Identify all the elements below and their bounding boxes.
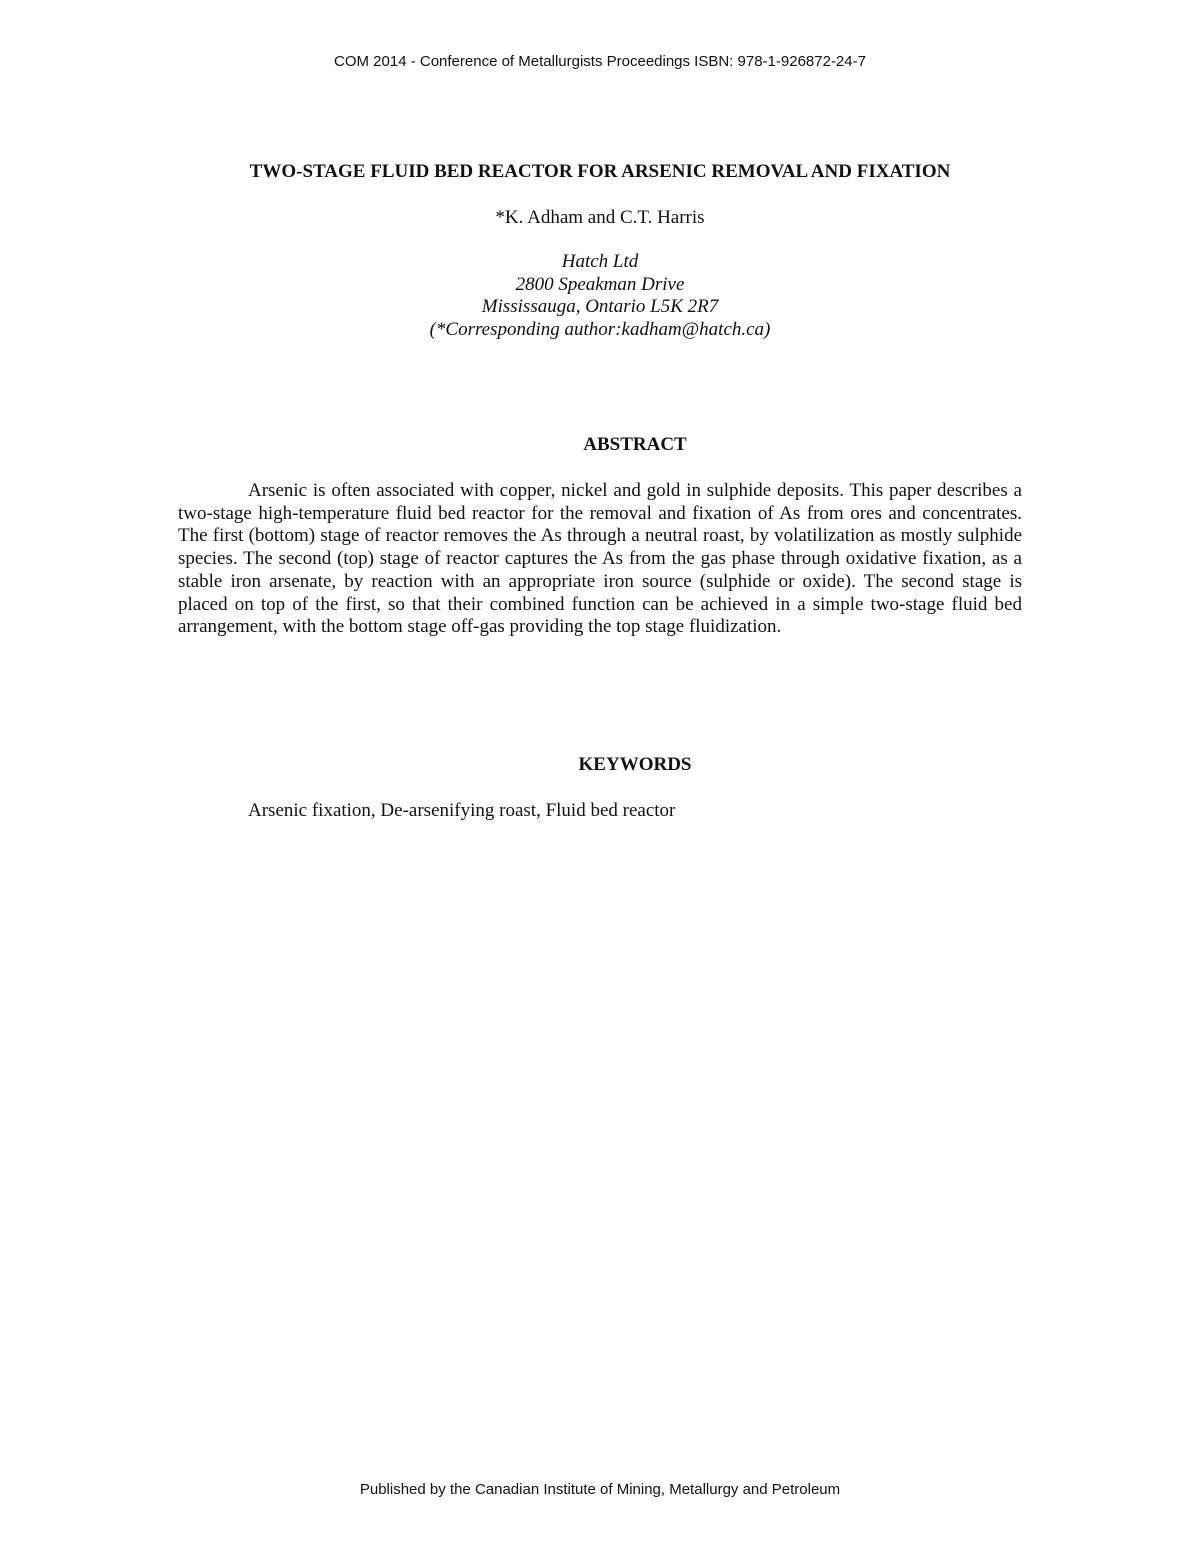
paper-title: TWO-STAGE FLUID BED REACTOR FOR ARSENIC REMOVAL AND FIXATION [249,161,951,182]
affiliation-street: 2800 Speakman Drive [515,273,685,295]
keywords-list: Arsenic fixation, De-arsenifying roast, Fluid bed reactor [248,800,676,821]
corresponding-author: (*Corresponding author:kadham@hatch.ca) [429,318,771,340]
affiliation-block [0,251,1200,341]
abstract-paragraph: Arsenic is often associated with copper, nickel and gold in sulphide deposits. This paper describes a two-stage high-temperature fluid bed reactor for the removal and fixation of As from ores and concentrates. The first (bottom) stage of reactor removes the As through a neutral roast, by volatilization as mostly sulphide species. The second (top) stage of reactor captures the As from the gas phase through oxidative fixation, as a stable iron arsenate, by reaction with an appropriate iron source (sulphide or oxide). The second stage is placed on top of the first, so that their combined function can be achieved in a simple two-stage fluid bed arrangement, with the bottom stage off-gas providing the top stage fluidization. [178,480,1022,638]
running-header: COM 2014 - Conference of Metallurgists Proceedings ISBN: 978-1-926872-24-7 [334,53,866,70]
affiliation-city: Mississauga, Ontario L5K 2R7 [481,296,719,317]
publisher-footer: Published by the Canadian Institute of Mining, Metallurgy and Petroleum [359,1481,841,1498]
abstract-heading: ABSTRACT [583,434,687,455]
author-list: *K. Adham and C.T. Harris [495,207,705,228]
affiliation-organization: Hatch Ltd [561,251,639,272]
keywords-heading: KEYWORDS [578,754,692,775]
